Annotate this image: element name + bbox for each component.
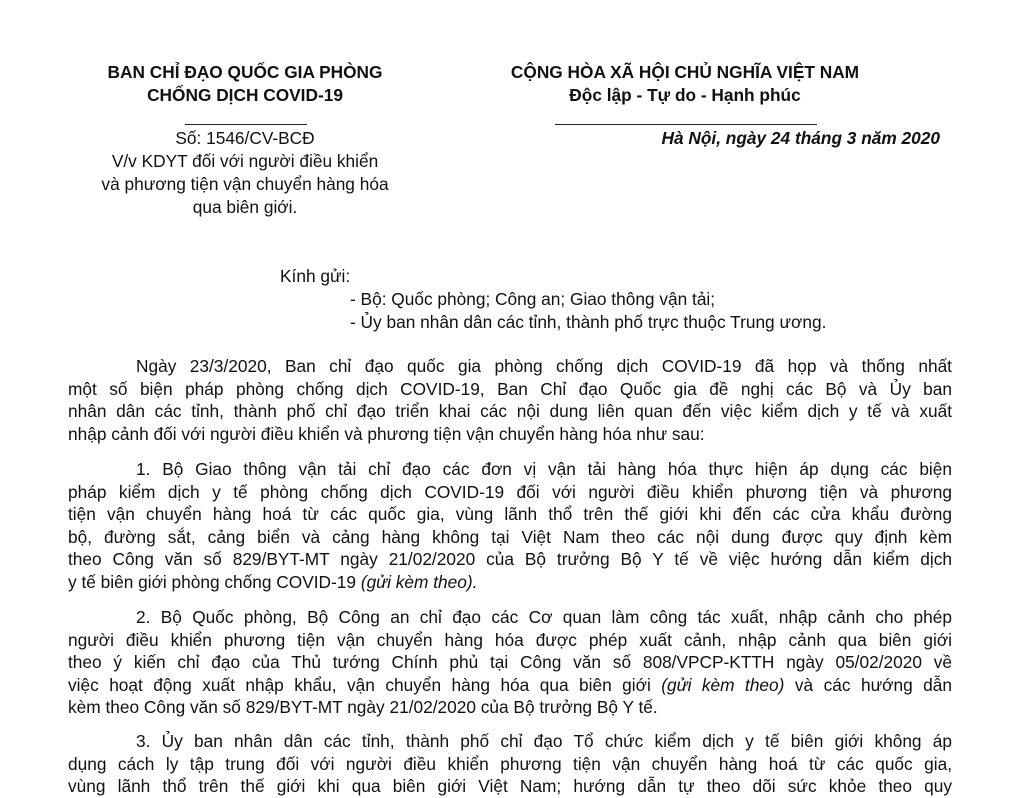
issuer-name-line1: BAN CHỈ ĐẠO QUỐC GIA PHÒNG bbox=[107, 62, 383, 82]
item-3-paragraph bbox=[68, 730, 952, 798]
text-line: nhân dân các tỉnh, thành phố chỉ đạo triển khai các nội dung liên quan đến việc kiểm dịch y tế và xuất bbox=[68, 401, 952, 422]
text-line: kèm theo Công văn số 829/BYT-MT ngày 21/02/2020 của Bộ trưởng Bộ Y tế. bbox=[68, 697, 658, 718]
text-run: việc hoạt động xuất nhập khẩu, vận chuyển hàng hóa qua biên giới bbox=[68, 674, 662, 695]
text-line: theo Công văn số 829/BYT-MT ngày 21/02/2020 của Bộ trưởng Bộ Y tế về việc hướng dẫn kiểm dịch bbox=[68, 549, 952, 570]
text-line: người điều khiển phương tiện vận chuyển hàng hóa được phép xuất cảnh, nhập cảnh qua biên giới bbox=[68, 629, 952, 650]
issuer-underline bbox=[185, 124, 307, 125]
intro-paragraph bbox=[68, 355, 952, 445]
text-line: nhập cảnh đối với người điều khiển và phương tiện vận chuyển hàng hóa như sau: bbox=[68, 423, 705, 444]
document-number: Số: 1546/CV-BCĐ bbox=[175, 128, 315, 148]
text-line: bộ, đường sắt, cảng biển và cảng hàng không tại Việt Nam theo các nội dung được quy định kèm bbox=[68, 526, 952, 547]
text-line: pháp kiểm dịch y tế phòng chống dịch COVID-19 đối với người điều khiển phương tiện và phương bbox=[68, 481, 952, 502]
country-name: CỘNG HÒA XÃ HỘI CHỦ NGHĨA VIỆT NAM bbox=[510, 62, 860, 82]
text-line: 1. Bộ Giao thông vận tải chỉ đạo các đơn vị vận tải hàng hóa thực hiện áp dụng các biện bbox=[136, 459, 952, 479]
text-line: Ngày 23/3/2020, Ban chỉ đạo quốc gia phòng chống dịch COVID-19 đã họp và thống nhất bbox=[136, 356, 952, 376]
text-line: dụng cách ly tập trung đối với người điều khiển phương tiện vận chuyển hàng hoá từ các quốc gia, bbox=[68, 753, 952, 774]
place-and-date: Hà Nội, ngày 24 tháng 3 năm 2020 bbox=[661, 128, 940, 148]
text-run: và các hướng dẫn bbox=[784, 674, 952, 695]
motto-underline bbox=[555, 124, 817, 125]
item-2-paragraph bbox=[68, 606, 952, 719]
item-1-paragraph bbox=[68, 458, 952, 594]
recipient-item-1: - Bộ: Quốc phòng; Công an; Giao thông vận tải; bbox=[350, 289, 716, 309]
subject-line-2: và phương tiện vận chuyển hàng hóa bbox=[101, 174, 389, 194]
subject-line-3: qua biên giới. bbox=[192, 197, 298, 217]
recipients-label: Kính gửi: bbox=[280, 266, 351, 286]
text-line bbox=[68, 674, 952, 697]
text-line: 2. Bộ Quốc phòng, Bộ Công an chỉ đạo các Cơ quan làm công tác xuất, nhập cảnh cho phép bbox=[136, 607, 952, 627]
attachment-note: (gửi kèm theo) bbox=[661, 674, 785, 695]
text-line: theo ý kiến chỉ đạo của Thủ tướng Chính phủ tại Công văn số 808/VPCP-KTTH ngày 05/02/2020 về bbox=[68, 652, 952, 673]
issuer-name-line2: CHỐNG DỊCH COVID-19 bbox=[147, 85, 343, 105]
text-line bbox=[68, 571, 952, 594]
text-run: y tế biên giới phòng chống COVID-19 bbox=[68, 571, 361, 592]
text-line: tiện vận chuyển hàng hoá từ các quốc gia, vùng lãnh thổ trên thế giới khi đến các cửa khẩu đường bbox=[68, 504, 952, 525]
attachment-note: (gửi kèm theo). bbox=[360, 571, 478, 592]
text-line: 3. Ủy ban nhân dân các tỉnh, thành phố chỉ đạo Tổ chức kiểm dịch y tế biên giới không áp bbox=[136, 731, 952, 751]
recipient-item-2: - Ủy ban nhân dân các tỉnh, thành phố trực thuộc Trung ương. bbox=[350, 312, 827, 332]
subject-line-1: V/v KDYT đối với người điều khiển bbox=[111, 151, 379, 171]
text-line: vùng lãnh thổ trên thế giới khi qua biên giới Việt Nam; hướng dẫn tự theo dõi sức khỏe theo quy bbox=[68, 776, 952, 797]
national-motto: Độc lập - Tự do - Hạnh phúc bbox=[569, 85, 801, 105]
text-line: một số biện pháp phòng chống dịch COVID-19, Ban Chỉ đạo Quốc gia đề nghị các Bộ và Ủy ban bbox=[68, 378, 952, 399]
